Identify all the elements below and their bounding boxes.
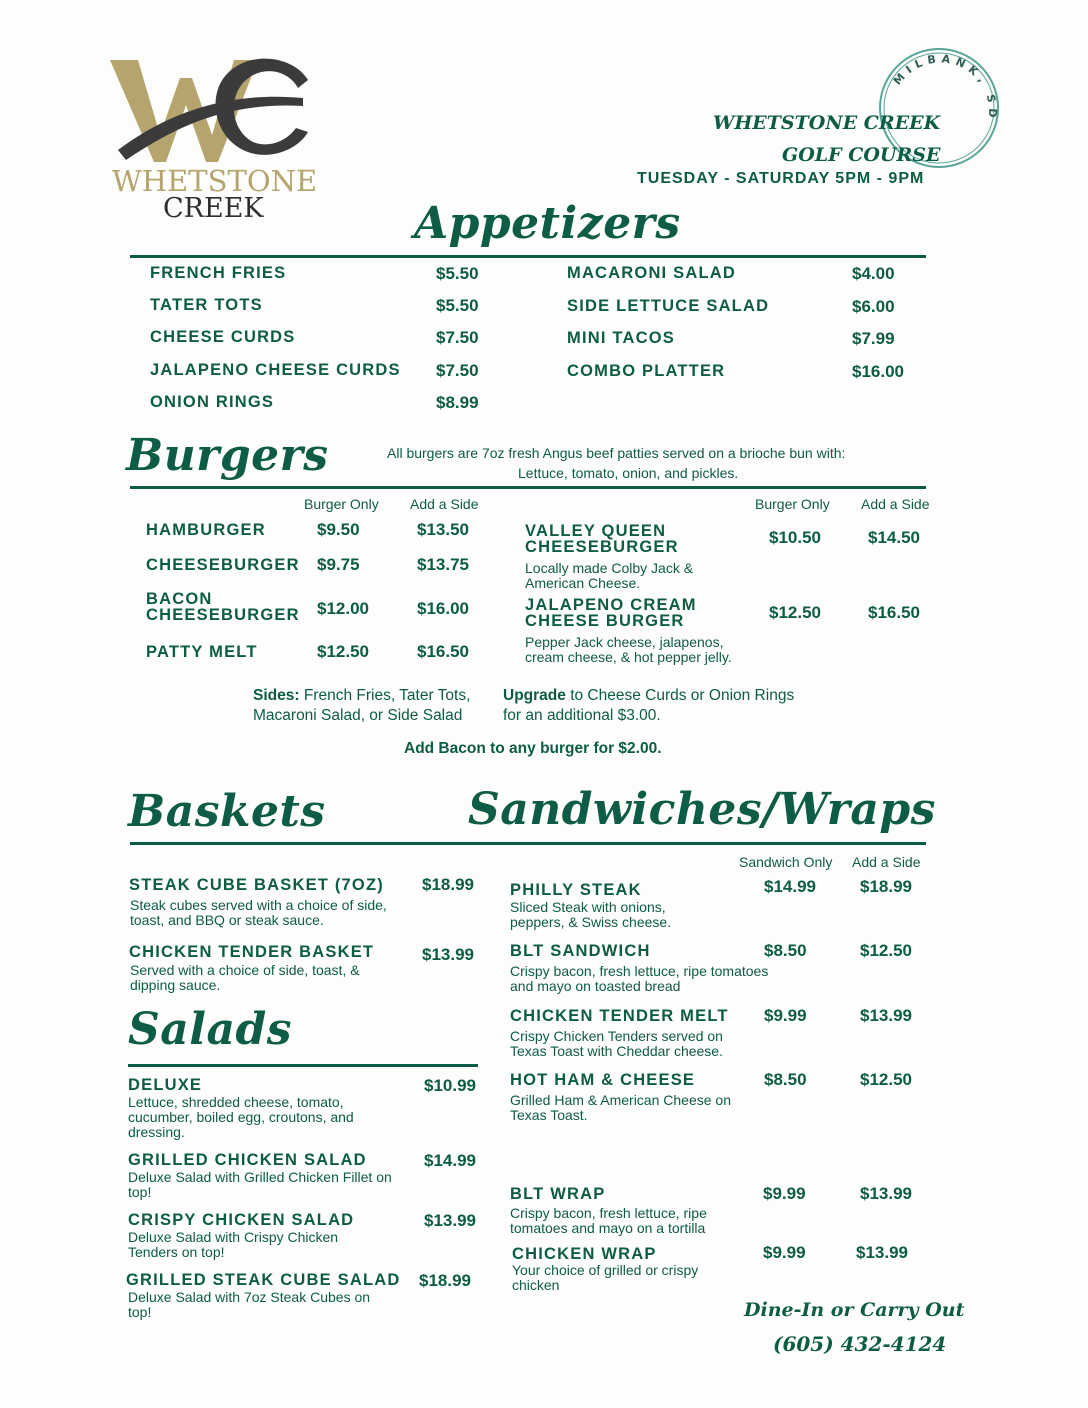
burgers-note2: Lettuce, tomato, onion, and pickles. <box>518 465 739 481</box>
col-header-sandwich-only: Sandwich Only <box>739 854 833 870</box>
list-item: MINI TACOS <box>567 329 675 347</box>
col-header-burger-only: Burger Only <box>755 496 830 512</box>
logo <box>108 50 318 225</box>
list-item: COMBO PLATTER <box>567 362 726 380</box>
list-item: TATER TOTS <box>150 296 263 314</box>
item-price-side: $16.50 <box>868 603 920 622</box>
item-price-side: $14.50 <box>868 528 920 547</box>
header-hours: TUESDAY - SATURDAY 5PM - 9PM <box>637 170 925 187</box>
baskets-title: Baskets <box>128 786 326 837</box>
item-price: $7.50 <box>436 328 479 347</box>
col-header-add-side: Add a Side <box>852 854 921 870</box>
item-price: $14.99 <box>764 877 816 896</box>
stamp-text: MILBANK, SD <box>890 52 1000 123</box>
item-price: $9.75 <box>317 555 360 574</box>
item-price: $5.50 <box>436 296 479 315</box>
wc-monogram-icon <box>108 50 314 170</box>
list-item: CHICKEN TENDER MELT <box>510 1007 729 1025</box>
list-item: GRILLED STEAK CUBE SALAD <box>126 1271 401 1289</box>
item-price: $8.50 <box>764 941 807 960</box>
item-description: Deluxe Salad with Crispy Chicken Tenders on top! <box>128 1229 339 1260</box>
list-item: HOT HAM & CHEESE <box>510 1071 696 1089</box>
item-price: $7.50 <box>436 361 479 380</box>
col-header-add-side: Add a Side <box>410 496 479 512</box>
item-description: Crispy Chicken Tenders served on Texas Toast with Cheddar cheese. <box>510 1028 723 1059</box>
item-description: Sliced Steak with onions, peppers, & Swiss cheese. <box>510 899 672 930</box>
list-item: BACON CHEESEBURGER <box>146 590 300 624</box>
list-item: PATTY MELT <box>146 643 258 661</box>
item-description: Crispy bacon, fresh lettuce, ripe tomatoes and mayo on toasted bread <box>510 963 769 994</box>
item-price: $12.50 <box>317 642 369 661</box>
item-price: $9.50 <box>317 520 360 539</box>
sandwiches-title: Sandwiches/Wraps <box>468 784 936 835</box>
item-price: $5.50 <box>436 264 479 283</box>
item-price: $9.99 <box>763 1184 806 1203</box>
list-item: CHEESEBURGER <box>146 556 300 574</box>
item-price: $10.99 <box>424 1076 476 1095</box>
sides-text2: Macaroni Salad, or Side Salad <box>253 707 463 724</box>
burgers-rule <box>130 486 926 489</box>
item-price: $16.00 <box>852 362 904 381</box>
col-header-add-side: Add a Side <box>861 496 930 512</box>
salads-rule <box>128 1064 478 1067</box>
list-item: ONION RINGS <box>150 393 275 411</box>
item-price: $18.99 <box>422 875 474 894</box>
item-price-side: $18.99 <box>860 877 912 896</box>
baskets-rule <box>130 842 926 845</box>
upgrade-text2: for an additional $3.00. <box>503 707 661 724</box>
item-price: $12.50 <box>769 603 821 622</box>
item-description: Locally made Colby Jack & American Cheese. <box>525 560 694 591</box>
appetizers-rule <box>130 255 926 258</box>
burgers-title: Burgers <box>126 430 329 481</box>
list-item: BLT WRAP <box>510 1185 606 1203</box>
item-description: Crispy bacon, fresh lettuce, ripe tomatoes and mayo on a tortilla <box>510 1205 707 1236</box>
list-item: JALAPENO CREAM CHEESE BURGER <box>525 596 697 630</box>
header-line1: WHETSTONE CREEK <box>713 112 941 134</box>
item-price-side: $13.75 <box>417 555 469 574</box>
list-item: BLT SANDWICH <box>510 942 651 960</box>
upgrade-note <box>503 686 794 726</box>
list-item: JALAPENO CHEESE CURDS <box>150 361 401 379</box>
burgers-note1: All burgers are 7oz fresh Angus beef patties served on a brioche bun with: <box>387 445 846 461</box>
bacon-note: Add Bacon to any burger for $2.00. <box>404 740 662 757</box>
logo-line1: WHETSTONE <box>112 164 318 198</box>
footer-dine-in: Dine-In or Carry Out <box>744 1299 965 1321</box>
item-price: $8.50 <box>764 1070 807 1089</box>
item-description: Steak cubes served with a choice of side, toast, and BBQ or steak sauce. <box>130 897 387 928</box>
header-line2: GOLF COURSE <box>782 144 941 166</box>
col-header-burger-only: Burger Only <box>304 496 379 512</box>
upgrade-text1: to Cheese Curds or Onion Rings <box>570 687 795 704</box>
list-item: CHEESE CURDS <box>150 328 296 346</box>
upgrade-label: Upgrade <box>503 687 566 704</box>
item-price-side: $16.50 <box>417 642 469 661</box>
item-price: $7.99 <box>852 329 895 348</box>
item-description: Lettuce, shredded cheese, tomato, cucumber, boiled egg, croutons, and dressing. <box>128 1094 354 1140</box>
item-description: Pepper Jack cheese, jalapenos, cream cheese, & hot pepper jelly. <box>525 634 732 665</box>
item-price-side: $13.50 <box>417 520 469 539</box>
item-price: $9.99 <box>764 1006 807 1025</box>
sides-label: Sides: <box>253 687 300 704</box>
list-item: PHILLY STEAK <box>510 881 642 899</box>
sides-note <box>253 686 470 726</box>
item-price: $6.00 <box>852 297 895 316</box>
item-price-side: $13.99 <box>860 1184 912 1203</box>
item-description: Deluxe Salad with Grilled Chicken Fillet on top! <box>128 1169 392 1200</box>
list-item: DELUXE <box>128 1076 203 1094</box>
list-item: CRISPY CHICKEN SALAD <box>128 1211 355 1229</box>
item-price: $13.99 <box>424 1211 476 1230</box>
item-price-side: $12.50 <box>860 941 912 960</box>
list-item: FRENCH FRIES <box>150 264 287 282</box>
list-item: CHICKEN WRAP <box>512 1245 657 1263</box>
item-price-side: $16.00 <box>417 599 469 618</box>
appetizers-title: Appetizers <box>414 198 681 249</box>
item-price: $8.99 <box>436 393 479 412</box>
item-description: Grilled Ham & American Cheese on Texas Toast. <box>510 1092 731 1123</box>
list-item: CHICKEN TENDER BASKET <box>129 943 375 961</box>
list-item: GRILLED CHICKEN SALAD <box>128 1151 367 1169</box>
item-price-side: $13.99 <box>860 1006 912 1025</box>
item-price: $10.50 <box>769 528 821 547</box>
list-item: SIDE LETTUCE SALAD <box>567 297 770 315</box>
item-price: $18.99 <box>419 1271 471 1290</box>
list-item: VALLEY QUEEN CHEESEBURGER <box>525 522 679 556</box>
salads-title: Salads <box>128 1004 293 1055</box>
sides-text1: French Fries, Tater Tots, <box>303 687 471 704</box>
list-item: HAMBURGER <box>146 521 266 539</box>
list-item: MACARONI SALAD <box>567 264 736 282</box>
item-price-side: $13.99 <box>856 1243 908 1262</box>
footer-phone: (605) 432-4124 <box>773 1332 947 1356</box>
item-description: Your choice of grilled or crispy chicken <box>512 1262 699 1293</box>
item-price: $14.99 <box>424 1151 476 1170</box>
item-description: Served with a choice of side, toast, & dipping sauce. <box>130 962 360 993</box>
item-price: $4.00 <box>852 264 895 283</box>
list-item: STEAK CUBE BASKET (7OZ) <box>129 876 384 894</box>
item-price: $13.99 <box>422 945 474 964</box>
logo-line2: CREEK <box>163 193 264 224</box>
item-price-side: $12.50 <box>860 1070 912 1089</box>
item-description: Deluxe Salad with 7oz Steak Cubes on top! <box>128 1289 371 1320</box>
item-price: $12.00 <box>317 599 369 618</box>
item-price: $9.99 <box>763 1243 806 1262</box>
